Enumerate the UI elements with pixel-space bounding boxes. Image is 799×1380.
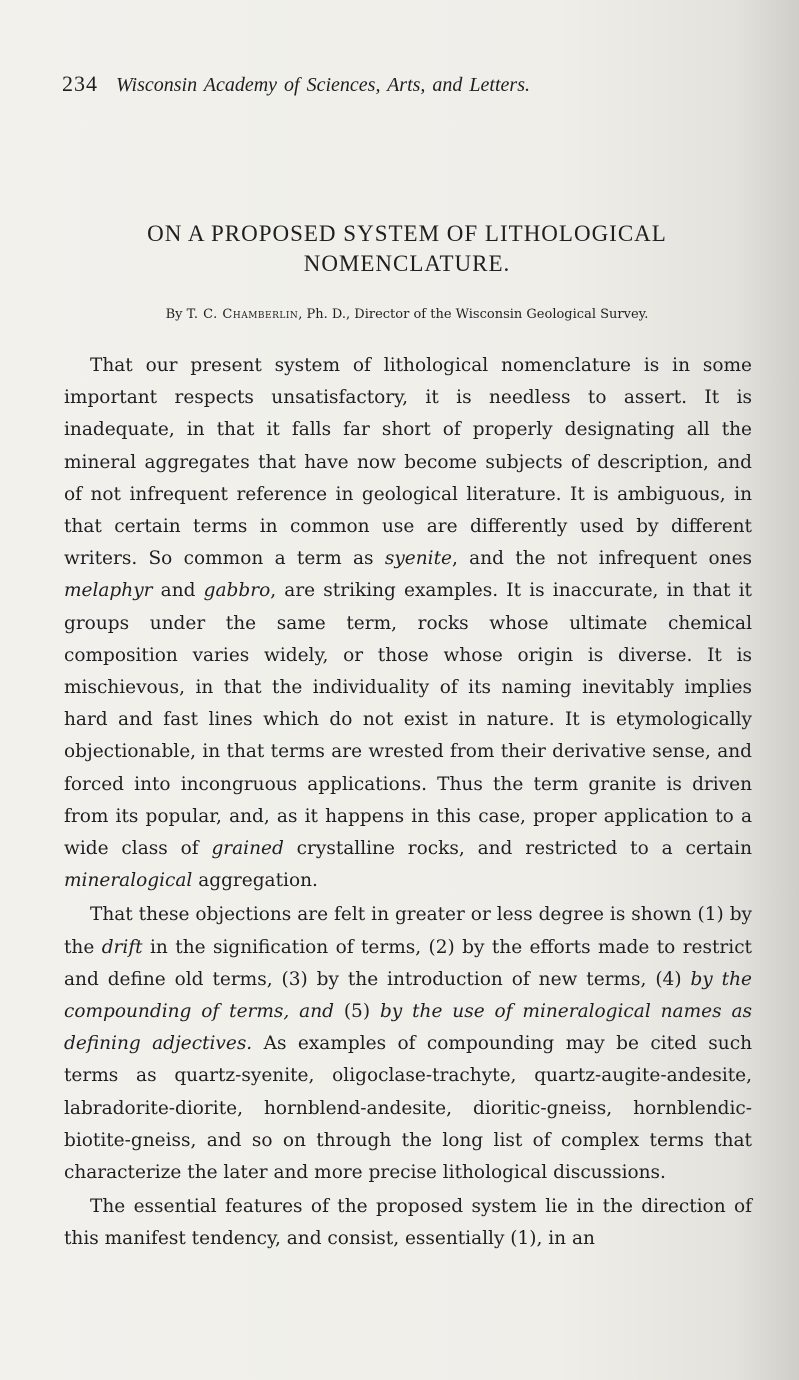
italic-term: melaphyr: [64, 580, 153, 602]
italic-term: gabbro: [203, 580, 271, 602]
italic-term: grained: [211, 838, 284, 860]
italic-term: syenite: [384, 548, 452, 570]
text-run: and: [152, 580, 204, 602]
text-run: The essential features of the proposed system lie in the direction of this manifest tendency, and consist, essentially (1), in an: [64, 1196, 752, 1250]
text-run: (5): [333, 1001, 380, 1023]
article-body: [64, 350, 752, 1256]
text-run: crystalline rocks, and restricted to a certain: [283, 838, 752, 860]
text-run: aggregation.: [192, 870, 318, 892]
paragraph-2: [64, 899, 752, 1189]
text-run: As examples of compounding may be cited such terms as quartz-syenite, oligoclase-trachyte, quartz-augite-andesite, labradorite-diorite, hornblend-andesite, dioritic-gneiss, hornblendic-biotite-gneiss, and so on through the long list of complex terms that characterize the later and more precise lithological discussions.: [64, 1033, 752, 1184]
text-run: That our present system of lithological nomenclature is in some important respects unsatisfactory, it is needless to assert. It is inadequate, in that it falls far short of properly designating all the mineral aggregates that have now become subjects of description, and of not infrequent reference in geological literature. It is ambiguous, in that certain terms in common use are differently used by different writers. So common a term as: [64, 355, 752, 570]
text-run: , and the not infrequent ones: [451, 548, 753, 570]
byline-prefix: By: [165, 307, 187, 322]
byline-suffix: , Ph. D., Director of the Wisconsin Geological Survey.: [298, 307, 649, 322]
italic-phrase: by the compounding of terms, and: [64, 968, 752, 1023]
byline: [62, 305, 752, 325]
text-run: in the signification of terms, (2) by the efforts made to restrict and define old terms, (3) by the introduction of new terms, (4): [64, 936, 752, 990]
running-title: Wisconsin Academy of Sciences, Arts, and Letters.: [116, 74, 530, 96]
running-header: [62, 70, 682, 99]
italic-term: mineralogical: [64, 870, 193, 892]
paragraph-3: [64, 1191, 752, 1255]
text-run: , are striking examples. It is inaccurate, in that it groups under the same term, rocks whose ultimate chemical composition varies widely, or those whose origin is diverse. It is mischievous, in that the individuality of its naming inevitably implies hard and fast lines which do not exist in nature. It is etymologically objectionable, in that terms are wrested from their derivative sense, and forced into incongruous applications. Thus the term granite is driven from its popular, and, as it happens in this case, proper application to a wide class of: [64, 580, 752, 860]
article-title: ON A PROPOSED SYSTEM OF LITHOLOGICAL NOMENCLATURE.: [147, 221, 667, 276]
paragraph-1: [64, 350, 752, 897]
italic-phrase: by the use of mineralogical names as defining adjectives.: [64, 1001, 752, 1055]
author-name: T. C. Chamberlin: [186, 307, 299, 322]
text-run: That these objections are felt in greater or less degree is shown (1) by the: [64, 904, 752, 958]
italic-term: drift: [101, 936, 143, 958]
page-number: 234: [62, 71, 98, 96]
